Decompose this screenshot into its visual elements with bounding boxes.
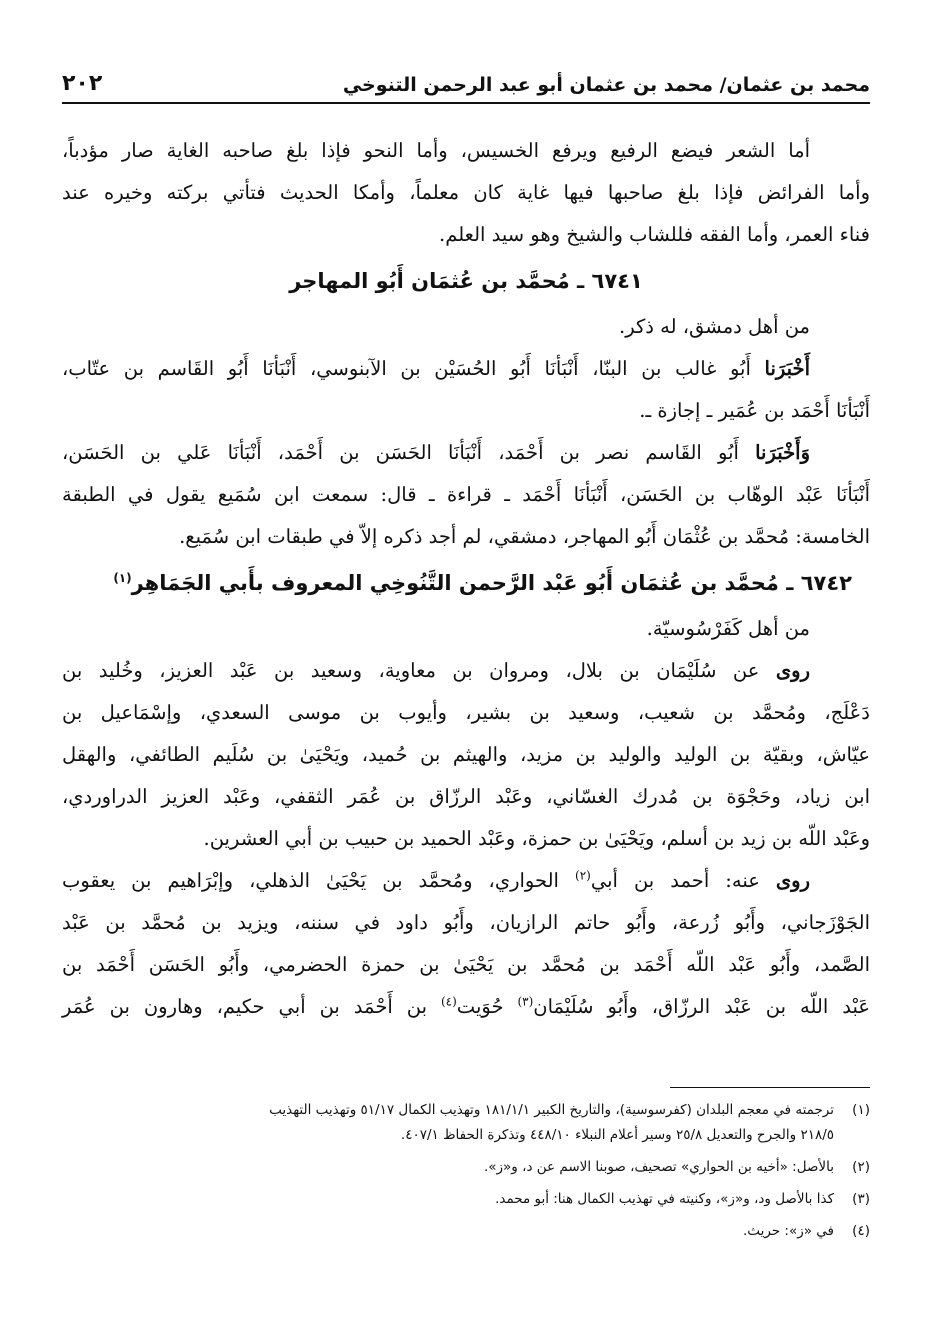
- entry-heading-6741: ٦٧٤١ ـ مُحمَّد بن عُثمَان أَبُو المهاجر: [289, 269, 643, 293]
- footnote: [62, 1155, 870, 1180]
- isnad-text: أَبُو القَاسم نصر بن أَحْمَد، أَنْبَأنَا الحَسَن بن أَحْمَد، أَنْبَأنَا عَلي بن الحَسَن،: [62, 441, 756, 464]
- riwaya-text: الحواري، ومُحمَّد بن يَحْيَىٰ الذهلي، وإبْرَاهيم بن يعقوب: [62, 869, 575, 892]
- footnote-text: كذا بالأصل ود، و«ز»، وكنيته في تهذيب الكمال هنا: أبو محمد.: [495, 1191, 834, 1207]
- footnote-number: (١): [852, 1102, 870, 1118]
- text-line: فناء العمر، وأما الفقه فللشاب والشيخ وهو سيد العلم.: [439, 223, 870, 246]
- entry-origin: من أهل كَفَرْسُوسيّة.: [646, 617, 810, 640]
- text-line: [62, 348, 870, 390]
- running-header: [62, 58, 870, 104]
- entry-heading-6742: [62, 558, 870, 608]
- footnote-text: بالأصل: «أخيه بن الحواري» تصحيف، صوبنا الاسم عن د، و«ز».: [483, 1159, 834, 1175]
- footnotes: [62, 1098, 870, 1251]
- riwaya-text: عنه: أحمد بن أبي: [590, 869, 776, 892]
- text-line: الجَوْزَجاني، وأَبُو زُرعة، وأَبُو حاتم الرازيان، وأَبُو داود في سننه، ويزيد بن مُحمَّد بن عَبْد: [62, 911, 870, 934]
- riwaya-text: بن أَحْمَد بن أبي حكيم، وهارون بن عُمَر: [62, 995, 441, 1018]
- footnote: [62, 1219, 870, 1244]
- isnad-lead: وَأَخْبَرَنا: [755, 441, 810, 464]
- footnote-text: ترجمته في معجم البلدان (كفرسوسية)، والتاريخ الكبير ١٨١/١/١ وتهذيب الكمال ٥١/١٧ وتهذيب التهذيب: [269, 1102, 834, 1118]
- text-line: عيّاش، وبقيّة بن الوليد والوليد بن مزيد، والهيثم بن حُميد، ويَحْيَىٰ بن سُلَيم الطائفي، والهقل: [62, 743, 870, 766]
- text-line: الخامسة: مُحمَّد بن عُثْمَان أَبُو المهاجر، دمشقي، لم أجد ذكره إلاّ في طبقات ابن سُمَيع.: [179, 525, 870, 548]
- riwaya-text: عَبْد اللّه بن عَبْد الرزّاق، وأَبُو سُلَيْمَان: [533, 995, 870, 1018]
- isnad-text: أَبُو غالب بن البنّا، أَنْبَأنَا أَبُو الحُسَيْن بن الآبنوسي، أَنْبَأنَا أَبُو القَاسم بن عتّاب،: [62, 357, 765, 380]
- footnote-text: ٢١٨/٥ والجرح والتعديل ٢٥/٨ وسير أعلام النبلاء ٤٤٨/١٠ وتذكرة الحفاظ ٤٠٧/١.: [400, 1127, 834, 1143]
- footnote-number: (٣): [852, 1191, 870, 1207]
- riwaya-lead: روى: [775, 869, 810, 892]
- footnote: [62, 1098, 870, 1148]
- entry-origin: من أهل دمشق، له ذكر.: [619, 315, 810, 338]
- riwaya-lead: روى: [775, 659, 810, 682]
- footnote-text: في «ز»: حريث.: [743, 1223, 834, 1239]
- text-line: أَنْبَأنَا عَبْد الوهّاب بن الحَسَن، أَنْبَأنَا أَحْمَد ـ قراءة ـ قال: سمعت ابن سُمَيع يقول في الطبقة: [62, 483, 870, 506]
- text-line: [62, 860, 870, 902]
- page-number: ٢٠٢: [62, 71, 103, 96]
- footnote-divider: [670, 1087, 870, 1088]
- text-line: أَنْبَأنَا أَحْمَد بن عُمَير ـ إجازة ـ.: [639, 399, 870, 422]
- text-line: ابن زياد، وحَجْوَة بن مُدرك الغسّاني، وعَبْد الرزّاق بن عُمَر الثقفي، وعَبْد العزيز الدراوردي،: [62, 785, 870, 808]
- text-line: [62, 650, 870, 692]
- text-line: [62, 432, 870, 474]
- riwaya-text: حُوَيت: [456, 995, 518, 1018]
- footnote-ref: (٤): [440, 994, 457, 1009]
- footnote-number: (٢): [852, 1159, 870, 1175]
- footnote-ref: (٣): [517, 994, 534, 1009]
- text-line: الصَّمد، وأَبُو عَبْد اللّه أَحْمَد بن مُحمَّد بن يَحْيَىٰ بن حمزة الحضرمي، وأَبُو الحَسَن أَحْمَد بن: [62, 953, 870, 976]
- footnote-ref: (١): [113, 571, 132, 585]
- text-line: وأما الفرائض فإذا بلغ صاحبها فيها غاية كان معلماً، وأمكا الحديث فتأتي بركته وخيره عند: [62, 181, 870, 204]
- text-line: [62, 986, 870, 1028]
- text-line: أما الشعر فيضع الرفيع ويرفع الخسيس، وأما النحو فإذا بلغ صاحبه الغاية صار مؤدباً،: [62, 139, 810, 162]
- isnad-lead: أَخْبَرَنا: [764, 357, 810, 380]
- riwaya-text: عن سُلَيْمَان بن بلال، ومروان بن معاوية، وسعيد بن عَبْد العزيز، وخُليد بن: [62, 659, 776, 682]
- text-line: وعَبْد اللّه بن زيد بن أسلم، ويَحْيَىٰ بن حمزة، وعَبْد الحميد بن حبيب بن أبي العشرين.: [203, 827, 870, 850]
- footnote: [62, 1187, 870, 1212]
- main-text: [62, 130, 870, 1028]
- footnote-number: (٤): [852, 1223, 870, 1239]
- entry-heading-text: ٦٧٤٢ ـ مُحمَّد بن عُثمَان أَبُو عَبْد الرَّحمن التَّنُوخِي المعروف بأَبي الجَمَاهِر: [131, 571, 852, 595]
- text-line: دَعْلَج، ومُحمَّد بن شعيب، وسعيد بن بشير، وأيوب بن موسى السعدي، وإسْمَاعيل بن: [62, 701, 870, 724]
- footnote-ref: (٢): [575, 868, 591, 883]
- running-title: محمد بن عثمان/ محمد بن عثمان أبو عبد الرحمن التنوخي: [342, 74, 870, 96]
